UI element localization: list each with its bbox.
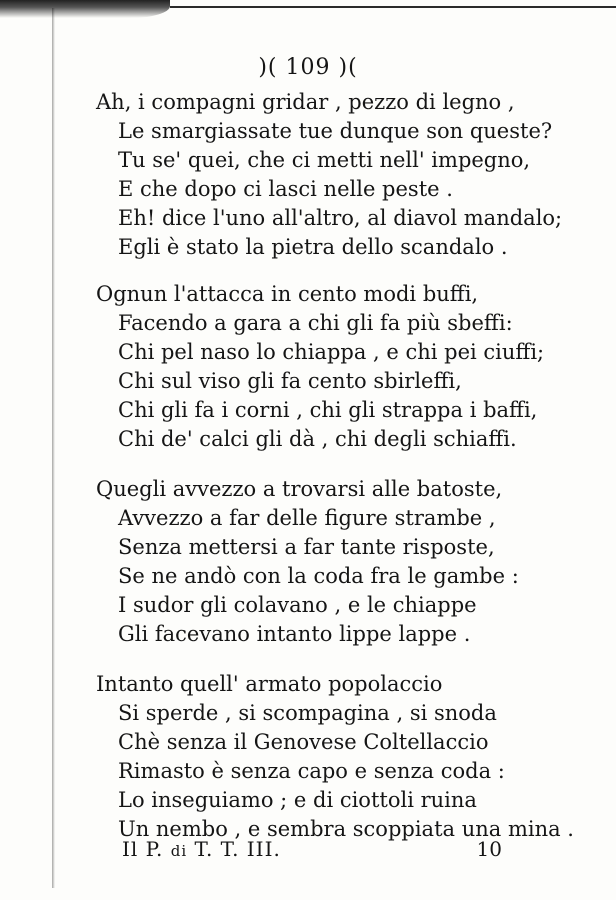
stanza-4 — [96, 670, 574, 844]
signature-part: Il P. — [122, 837, 164, 861]
verse-line: Gli facevano intanto lippe lappe . — [118, 622, 471, 646]
verse-line: Lo inseguiamo ; e di ciottoli ruina — [118, 788, 477, 812]
stanza-3 — [96, 475, 519, 649]
verse-line: Senza mettersi a far tante risposte, — [118, 535, 495, 559]
verse-line: Ah, i compagni gridar , pezzo di legno , — [96, 90, 515, 114]
verse-line: Avvezzo a far delle figure strambe , — [118, 506, 496, 530]
verse-line: Ognun l'attacca in cento modi buffi, — [96, 282, 479, 306]
verse-line: Si sperde , si scompagina , si snoda — [118, 701, 497, 725]
verse-line: Un nembo , e sembra scoppiata una mina . — [118, 817, 574, 841]
sheet-number: 10 — [476, 837, 502, 861]
verse-line: I sudor gli colavano , e le chiappe — [118, 593, 477, 617]
page-footer — [122, 834, 522, 864]
verse-line: Tu se' quei, che ci metti nell' impegno, — [118, 148, 531, 172]
verse-line: Facendo a gara a chi gli fa più sbeffi: — [118, 311, 513, 335]
page-number: )( 109 )( — [258, 55, 358, 80]
stanza-2 — [96, 280, 544, 454]
signature-part: di — [170, 842, 188, 860]
verse-line: Chi de' calci gli dà , chi degli schiaffi. — [118, 427, 517, 451]
scan-top-edge — [170, 6, 616, 8]
scan-edge-shadow — [0, 0, 170, 18]
printer-signature — [122, 834, 281, 866]
verse-line: Rimasto è senza capo e senza coda : — [118, 759, 505, 783]
signature-part: T. T. III. — [194, 837, 281, 861]
verse-line: Chi gli fa i corni , chi gli strappa i baffi, — [118, 398, 538, 422]
verse-line: Eh! dice l'uno all'altro, al diavol mandalo; — [118, 206, 563, 230]
stanza-1 — [96, 88, 562, 262]
page-gutter-fold — [52, 8, 55, 888]
verse-line: Chi sul viso gli fa cento sbirleffi, — [118, 369, 462, 393]
verse-line: Chi pel naso lo chiappa , e chi pei ciuffi; — [118, 340, 545, 364]
verse-line: Se ne andò con la coda fra le gambe : — [118, 564, 519, 588]
verse-line: Quegli avvezzo a trovarsi alle batoste, — [96, 477, 503, 501]
verse-line: Intanto quell' armato popolaccio — [96, 672, 443, 696]
verse-line: Le smargiassate tue dunque son queste? — [118, 119, 553, 143]
verse-line: Egli è stato la pietra dello scandalo . — [118, 235, 508, 259]
verse-line: Chè senza il Genovese Coltellaccio — [118, 730, 489, 754]
verse-line: E che dopo ci lasci nelle peste . — [118, 177, 453, 201]
